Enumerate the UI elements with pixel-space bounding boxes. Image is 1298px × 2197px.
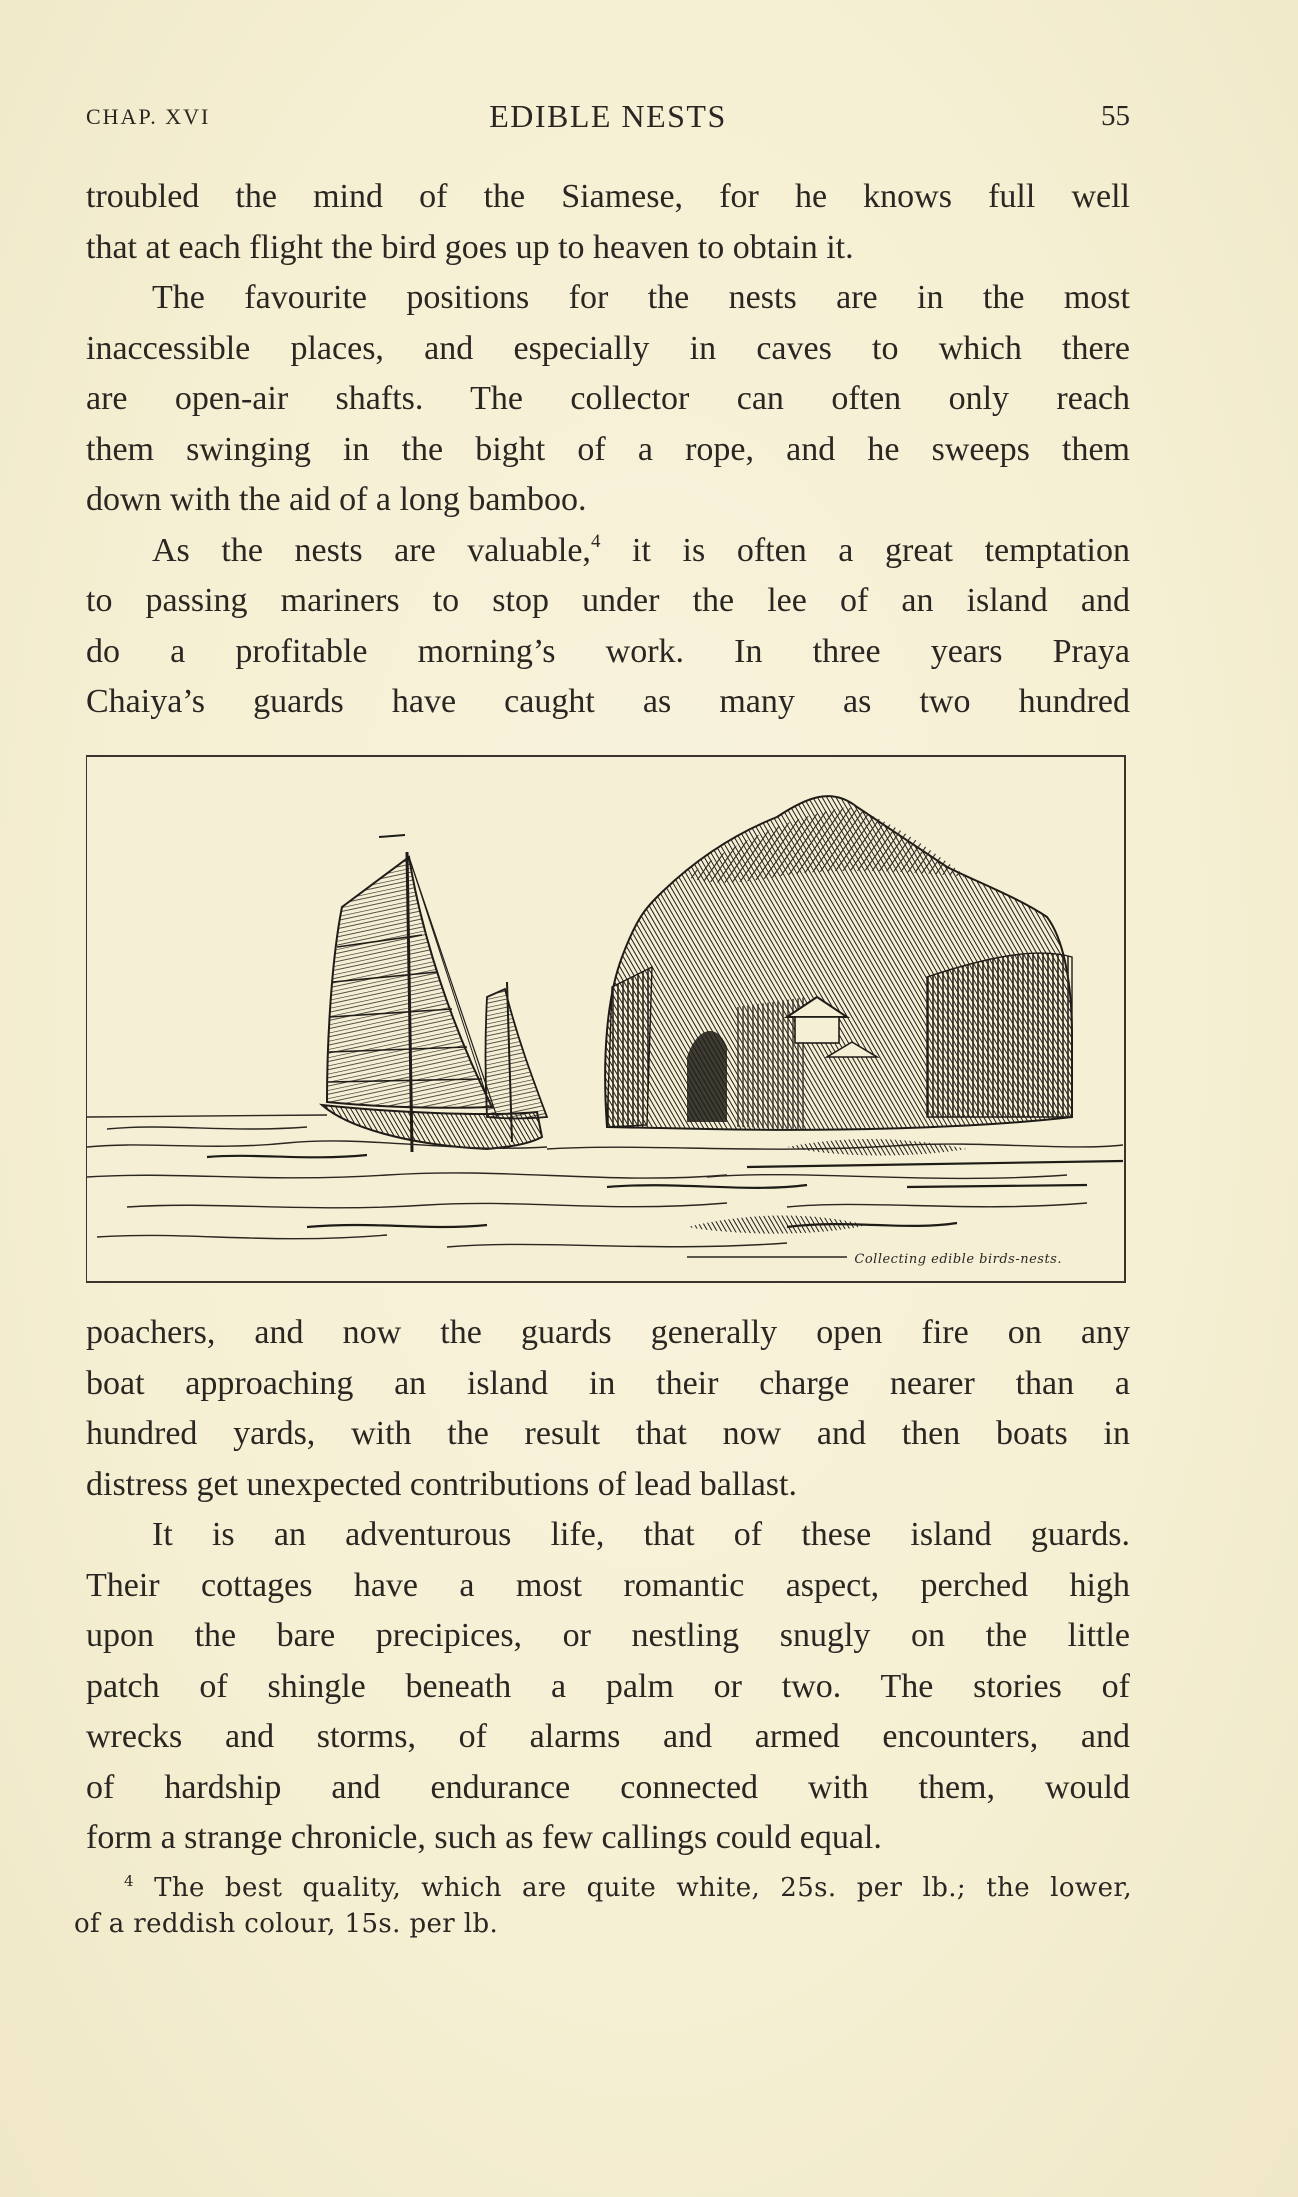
text-line: Chaiya’s guards have caught as many as two hundred bbox=[86, 683, 1130, 720]
text-segment: it is often a great temptation bbox=[600, 531, 1130, 569]
text-line: boat approaching an island in their charge nearer than a bbox=[86, 1364, 1130, 1402]
text-segment: As the nests are valuable, bbox=[152, 531, 591, 569]
footnote-line bbox=[74, 1870, 1132, 1906]
illustration-caption: Collecting edible birds-nests. bbox=[854, 1252, 1062, 1267]
text-line: down with the aid of a long bamboo. bbox=[86, 481, 587, 518]
text-line: poachers, and now the guards generally open fire on any bbox=[86, 1314, 1130, 1351]
text-line: distress get unexpected contributions of lead ballast. bbox=[86, 1465, 797, 1503]
text-line: them swinging in the bight of a rope, and he sweeps them bbox=[86, 430, 1130, 468]
text-line: inaccessible places, and especially in caves to which there bbox=[86, 329, 1130, 367]
text-line: The favourite positions for the nests are in the most bbox=[152, 279, 1130, 316]
text-line: are open-air shafts. The collector can often only reach bbox=[86, 380, 1130, 417]
text-line: that at each flight the bird goes up to heaven to obtain it. bbox=[86, 228, 854, 266]
page-number: 55 bbox=[1101, 100, 1130, 132]
text-line: It is an adventurous life, that of these island guards. bbox=[152, 1516, 1130, 1553]
footnote-text: The best quality, which are quite white, 25s. per lb.; the lower, bbox=[133, 1873, 1132, 1903]
text-line: to passing mariners to stop under the lee of an island and bbox=[86, 582, 1130, 619]
text-line: hundred yards, with the result that now and then boats in bbox=[86, 1415, 1130, 1452]
text-line: form a strange chronicle, such as few callings could equal. bbox=[86, 1819, 882, 1856]
illustration-junk-and-island bbox=[86, 755, 1126, 1283]
body-text-bottom bbox=[86, 1308, 1130, 1864]
text-line: troubled the mind of the Siamese, for he knows full well bbox=[86, 178, 1130, 215]
footnote bbox=[74, 1870, 1132, 1942]
page-title: EDIBLE NESTS bbox=[489, 98, 727, 134]
chapter-label: CHAP. XVI bbox=[86, 104, 211, 129]
body-text-top bbox=[86, 172, 1130, 728]
text-line: Their cottages have a most romantic aspect, perched high bbox=[86, 1566, 1130, 1604]
text-line: upon the bare precipices, or nestling snugly on the little bbox=[86, 1617, 1130, 1654]
running-head bbox=[86, 98, 1130, 138]
text-line: patch of shingle beneath a palm or two. The stories of bbox=[86, 1667, 1130, 1705]
footnote-reference: 4 bbox=[590, 530, 601, 552]
text-line: do a profitable morning’s work. In three years Praya bbox=[86, 632, 1130, 670]
footnote-marker: 4 bbox=[124, 1872, 134, 1890]
text-line bbox=[86, 526, 1130, 577]
text-line: of hardship and endurance connected with them, would bbox=[86, 1768, 1130, 1806]
illustration-drawing bbox=[87, 757, 1123, 1281]
footnote-line: of a reddish colour, 15s. per lb. bbox=[74, 1909, 499, 1939]
text-line: wrecks and storms, of alarms and armed encounters, and bbox=[86, 1718, 1130, 1755]
